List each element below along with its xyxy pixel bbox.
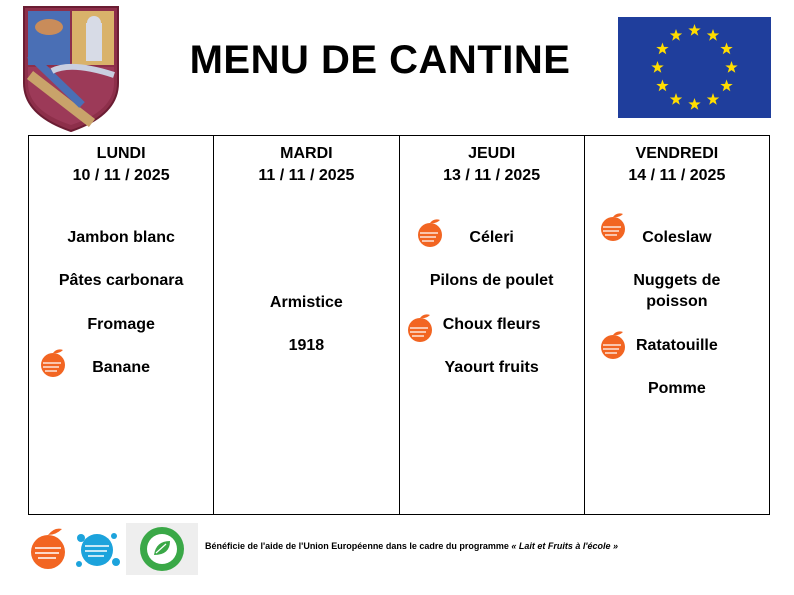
menu-item: Coleslaw bbox=[642, 229, 712, 246]
footnote-text: Bénéficie de l'aide de l'Union Européenne dans le cadre du programme bbox=[205, 541, 512, 551]
fruits-legumes-ecole-icon bbox=[597, 330, 631, 360]
fruits-legumes-ecole-icon bbox=[597, 212, 631, 242]
page-title: MENU DE CANTINE bbox=[189, 38, 571, 82]
fruits-legumes-ecole-icon bbox=[404, 313, 438, 343]
menu-item: Pâtes carbonara bbox=[58, 272, 184, 289]
day-column-mardi bbox=[214, 136, 399, 514]
menu-item: Jambon blanc bbox=[67, 229, 175, 246]
menu-item: Yaourt fruits bbox=[444, 359, 539, 376]
municipal-crest-icon bbox=[22, 5, 120, 133]
menu-item: Nuggets de poisson bbox=[633, 272, 721, 310]
lait-produits-laitiers-ecole-icon bbox=[72, 524, 122, 574]
day-column-vendredi bbox=[585, 136, 769, 514]
menu-item: Ratatouille bbox=[635, 337, 718, 354]
fruits-legumes-ecole-icon bbox=[28, 524, 68, 574]
fruits-legumes-ecole-icon bbox=[414, 218, 448, 248]
vegetarien-badge bbox=[126, 523, 198, 575]
menu-item: Fromage bbox=[87, 316, 155, 333]
menu-item: Choux fleurs bbox=[442, 316, 541, 333]
menu-item: Banane bbox=[92, 359, 151, 376]
menu-item: Armistice bbox=[269, 294, 343, 311]
day-name: LUNDI bbox=[96, 145, 146, 162]
menu-item: Céleri bbox=[469, 229, 514, 246]
day-name: VENDREDI bbox=[635, 145, 719, 162]
day-column-jeudi bbox=[400, 136, 585, 514]
menu-item: Pomme bbox=[647, 380, 706, 397]
fruits-legumes-ecole-icon bbox=[37, 348, 71, 378]
eu-funding-note bbox=[205, 541, 618, 551]
day-date: 11 / 11 / 2025 bbox=[258, 167, 355, 184]
menu-item: 1918 bbox=[288, 337, 325, 354]
menu-item: Pilons de poulet bbox=[429, 272, 554, 289]
vegetarien-icon bbox=[138, 525, 186, 573]
day-date: 14 / 11 / 2025 bbox=[628, 167, 726, 184]
day-date: 13 / 11 / 2025 bbox=[443, 167, 541, 184]
day-date: 10 / 11 / 2025 bbox=[72, 167, 170, 184]
day-column-lundi bbox=[29, 136, 214, 514]
program-name: « Lait et Fruits à l'école » bbox=[511, 541, 619, 551]
day-name: MARDI bbox=[280, 145, 333, 162]
day-name: JEUDI bbox=[468, 145, 516, 162]
eu-flag-icon bbox=[618, 17, 771, 118]
menu-grid bbox=[28, 135, 770, 515]
